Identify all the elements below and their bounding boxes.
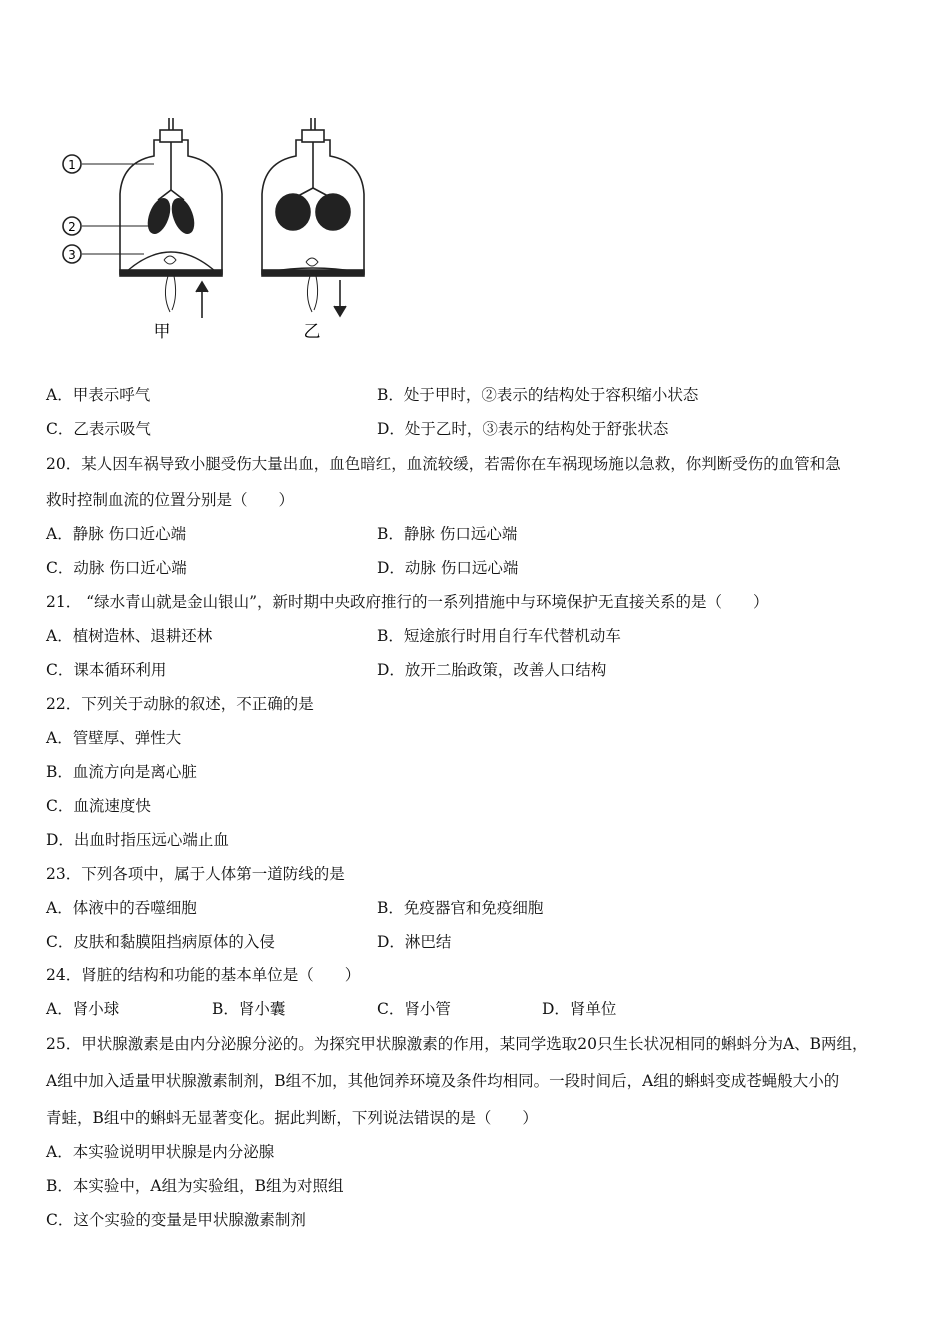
caption-yi: 乙 <box>303 322 321 342</box>
q21-option-c: C．课本循环利用 <box>46 661 167 679</box>
diaphragm-left <box>126 252 216 272</box>
q23-option-d: D．淋巴结 <box>377 933 452 951</box>
q23-option-b: B．免疫器官和免疫细胞 <box>377 899 544 917</box>
q22-stem: 22．下列关于动脉的叙述，不正确的是 <box>46 695 314 713</box>
caption-jia: 甲 <box>153 322 171 342</box>
q20-option-d: D．动脉 伤口远心端 <box>377 559 519 577</box>
q24-option-b: B．肾小囊 <box>212 1000 286 1018</box>
stopper-left <box>160 130 182 142</box>
q25-stem-line1: 25．甲状腺激素是由内分泌腺分泌的。为探究甲状腺激素的作用，某同学选取20只生长状况相同的蝌蚪分为A、B两组， <box>46 1035 868 1053</box>
q22-option-c: C．血流速度快 <box>46 797 151 815</box>
lung-right-2 <box>316 194 350 230</box>
q24-option-c: C．肾小管 <box>377 1000 451 1018</box>
q20-option-a: A．静脉 伤口近心端 <box>46 525 187 543</box>
q20-stem-line2: 救时控制血流的位置分别是（ ） <box>46 491 295 509</box>
q21-stem: 21． “绿水青山就是金山银山”，新时期中央政府推行的一系列措施中与环境保护无直接关系的是（ ） <box>46 593 769 611</box>
q23-option-c: C．皮肤和黏膜阻挡病原体的入侵 <box>46 933 275 951</box>
q25-stem-line3: 青蛙，B组中的蝌蚪无显著变化。据此判断，下列说法错误的是（ ） <box>46 1109 538 1127</box>
q19-option-a: A．甲表示呼气 <box>46 386 151 404</box>
q21-option-d: D．放开二胎政策，改善人口结构 <box>377 661 607 679</box>
q20-stem-line1: 20．某人因车祸导致小腿受伤大量出血，血色暗红，血流较缓，若需你在车祸现场施以急救，你判断受伤的血管和急 <box>46 455 841 473</box>
q25-option-c: C．这个实验的变量是甲状腺激素制剂 <box>46 1211 306 1229</box>
lung-left-1 <box>144 196 173 236</box>
q24-option-a: A．肾小球 <box>46 1000 120 1018</box>
stopper-right <box>302 130 324 142</box>
q21-option-a: A．植树造林、退耕还林 <box>46 627 213 645</box>
q20-option-c: C．动脉 伤口近心端 <box>46 559 187 577</box>
bell-jar-diagram <box>56 112 386 350</box>
label-1: 1 <box>68 158 76 172</box>
q19-option-d: D．处于乙时，③表示的结构处于舒张状态 <box>377 420 669 438</box>
q19-option-b: B．处于甲时，②表示的结构处于容积缩小状态 <box>377 386 699 404</box>
q25-option-b: B．本实验中，A组为实验组，B组为对照组 <box>46 1177 344 1195</box>
q25-stem-line2: A组中加入适量甲状腺激素制剂，B组不加，其他饲养环境及条件均相同。一段时间后，A组的蝌蚪变成苍蝇般大小的 <box>46 1072 840 1090</box>
q22-option-b: B．血流方向是离心脏 <box>46 763 197 781</box>
q24-stem: 24．肾脏的结构和功能的基本单位是（ ） <box>46 966 361 984</box>
lung-left-2 <box>168 196 197 236</box>
q22-option-a: A．管壁厚、弹性大 <box>46 729 182 747</box>
q25-option-a: A．本实验说明甲状腺是内分泌腺 <box>46 1143 275 1161</box>
q21-option-b: B．短途旅行时用自行车代替机动车 <box>377 627 621 645</box>
q24-option-d: D．肾单位 <box>542 1000 617 1018</box>
q23-option-a: A．体液中的吞噬细胞 <box>46 899 197 917</box>
q20-option-b: B．静脉 伤口远心端 <box>377 525 518 543</box>
label-3: 3 <box>68 248 76 262</box>
label-2: 2 <box>68 220 76 234</box>
q22-option-d: D．出血时指压远心端止血 <box>46 831 229 849</box>
q19-option-c: C．乙表示吸气 <box>46 420 151 438</box>
lung-model-figure <box>56 112 386 350</box>
q23-stem: 23．下列各项中，属于人体第一道防线的是 <box>46 865 345 883</box>
lung-right-1 <box>276 194 310 230</box>
